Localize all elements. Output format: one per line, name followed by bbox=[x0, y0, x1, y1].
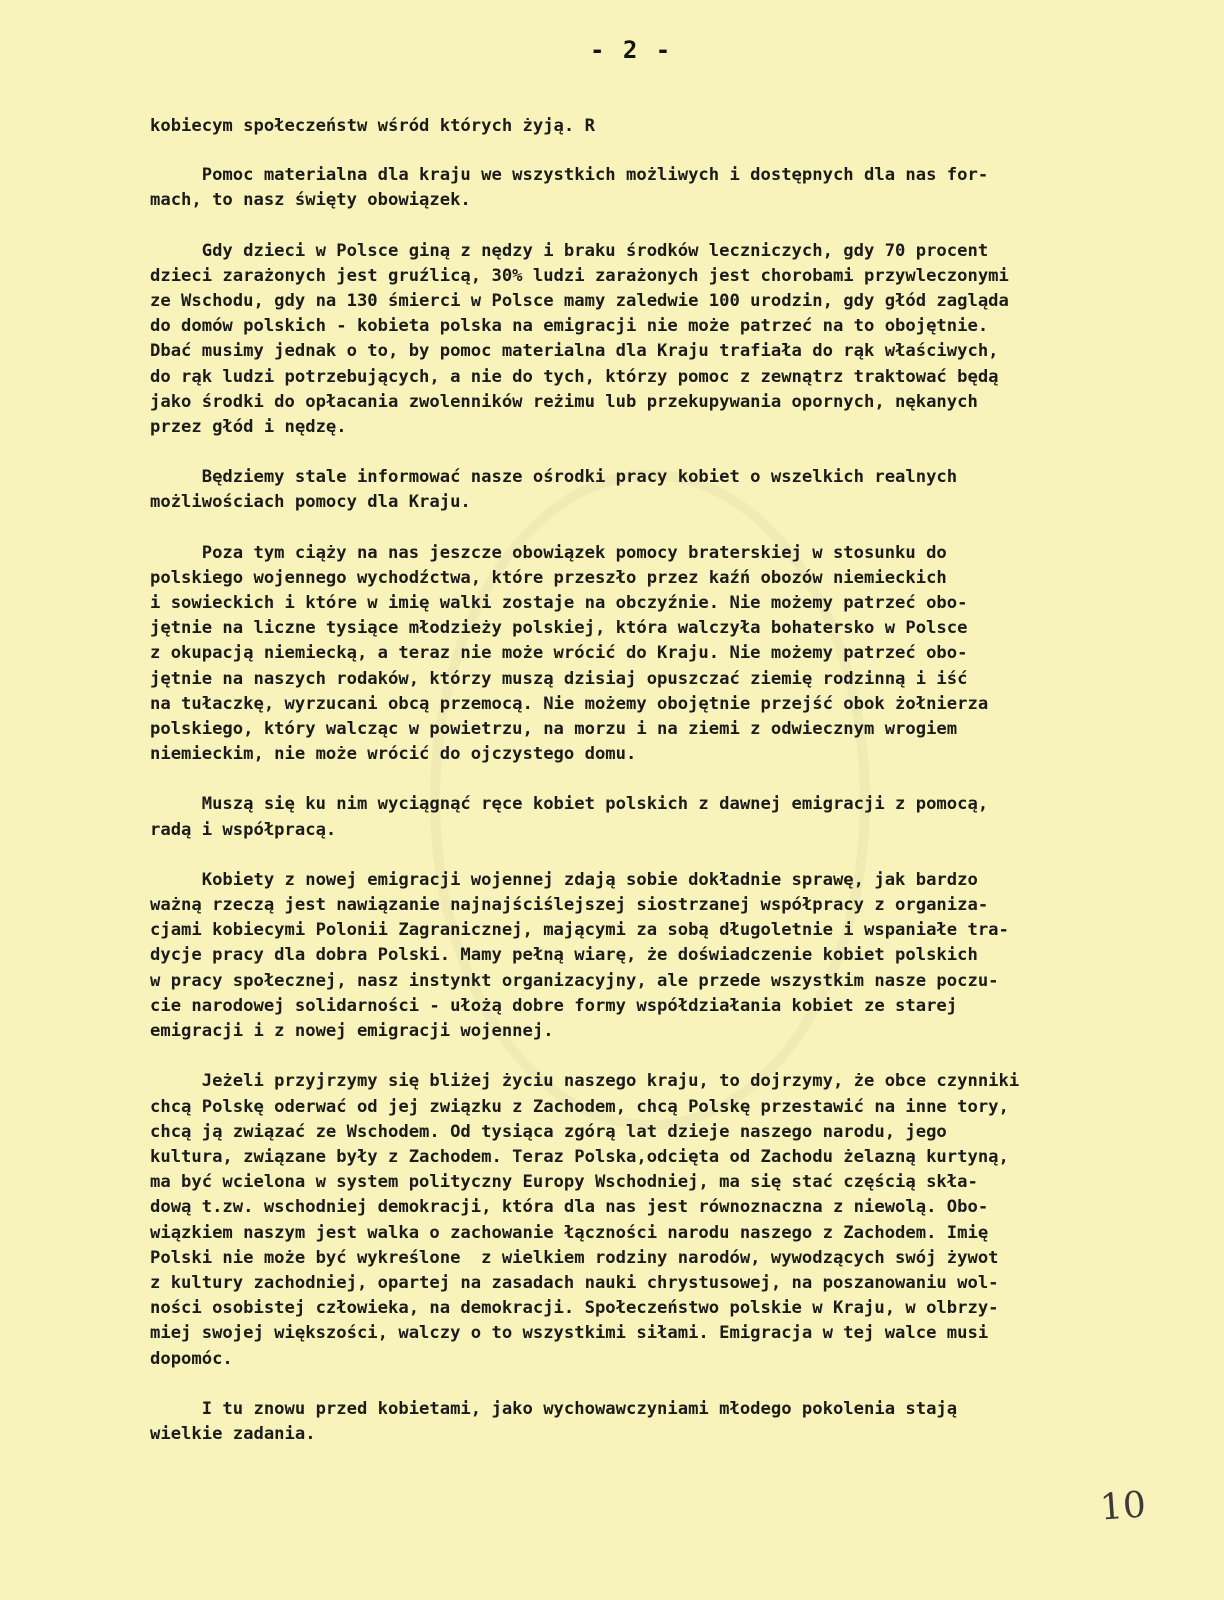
paragraph: Kobiety z nowej emigracji wojennej zdają sobie dokładnie sprawę, jak bardzo ważną rzeczą jest nawiązanie najnajściślejszej siostrzanej współpracy z organiza- cjami kobiecymi Polonii Zagranicznej, mającymi za sobą długoletnie i wspaniałe tra- dycje pracy dla dobra Polski. Mamy pełną wiarę, że doświadczenie kobiet polskich w pracy społecznej, nasz instynkt organizacyjny, ale przede wszystkim nasze poczu- cie narodowej solidarności - ułożą dobre formy współdziałania kobiet ze starej emigracji i z nowej emigracji wojennej. bbox=[150, 869, 1009, 1042]
page-number: - 2 - bbox=[590, 36, 673, 64]
paragraph: Poza tym ciąży na nas jeszcze obowiązek pomocy braterskiej w stosunku do polskiego wojennego wychodźctwa, które przeszło przez kaźń obozów niemieckich i sowieckich i które w imię walki zostaje na obczyźnie. Nie możemy patrzeć obo- jętnie na liczne tysiące młodzieży polskiej, która walczyła bohatersko w Polsce z okupacją niemiecką, a teraz nie może wrócić do Kraju. Nie możemy patrzeć obo- jętnie na naszych rodaków, którzy muszą dzisiaj opuszczać ziemię rodzinną i iść na tułaczkę, wyrzucani obcą przemocą. Nie możemy obojętnie przejść obok żołnierza polskiego, który walcząc w powietrzu, na morzu i na ziemi z odwiecznym wrogiem niemieckim, nie może wrócić do ojczystego domu. bbox=[150, 542, 989, 765]
paragraph: Będziemy stale informować nasze ośrodki pracy kobiet o wszelkich realnych możliwościach pomocy dla Kraju. bbox=[150, 467, 958, 513]
paragraph: I tu znowu przed kobietami, jako wychowawczyniami młodego pokolenia stają wielkie zadania. bbox=[150, 1398, 958, 1444]
handwritten-page-number: 10 bbox=[1098, 1484, 1148, 1529]
paragraph: Jeżeli przyjrzymy się bliżej życiu naszego kraju, to dojrzymy, że obce czynniki chcą Polskę oderwać od jej związku z Zachodem, chcą Polskę przestawić na inne tory, chcą ją związać ze Wschodem. Od tysiąca zgórą lat dzieje naszego narodu, jego kultura, związane były z Zachodem. Teraz Polska,odcięta od Zachodu żelazną kurtyną, ma być wcielona w system polityczny Europy Wschodniej, ma się stać częścią skła- dową t.zw. wschodniej demokracji, która dla nas jest równoznaczna z niewolą. Obo- wiązkiem naszym jest walka o zachowanie łączności narodu naszego z Zachodem. Imię Polski nie może być wykreślone z wielkiem rodziny narodów, wywodzących swój żywot z kultury zachodniej, opartej na zasadach nauki chrystusowej, na poszanowaniu wol- ności osobistej człowieka, na demokracji. Społeczeństwo polskie w Kraju, w olbrzy- miej swojej większości, walczy o to wszystkimi siłami. Emigracja w tej walce musi dopomóc. bbox=[150, 1071, 1020, 1369]
paragraph: Pomoc materialna dla kraju we wszystkich możliwych i dostępnych dla nas for- mach, to nasz święty obowiązek. bbox=[150, 165, 989, 211]
paragraph: Muszą się ku nim wyciągnąć ręce kobiet polskich z dawnej emigracji z pomocą, radą i współpracą. bbox=[150, 794, 989, 840]
paragraph: kobiecym społeczeństw wśród których żyją. R bbox=[150, 116, 595, 136]
paragraph: Gdy dzieci w Polsce giną z nędzy i braku środków leczniczych, gdy 70 procent dzieci zarażonych jest gruźlicą, 30% ludzi zarażonych jest chorobami przywleczonymi ze Wschodu, gdy na 130 śmierci w Polsce mamy zaledwie 100 urodzin, gdy głód zagląda do domów polskich - kobieta polska na emigracji nie może patrzeć na to obojętnie. Dbać musimy jednak o to, by pomoc materialna dla Kraju trafiała do rąk właściwych, do rąk ludzi potrzebujących, a nie do tych, którzy pomoc z zewnątrz traktować będą jako środki do opłacania zwolenników reżimu lub przekupywania opornych, nękanych przez głód i nędzę. bbox=[150, 240, 1009, 438]
document-body bbox=[150, 114, 1160, 1472]
